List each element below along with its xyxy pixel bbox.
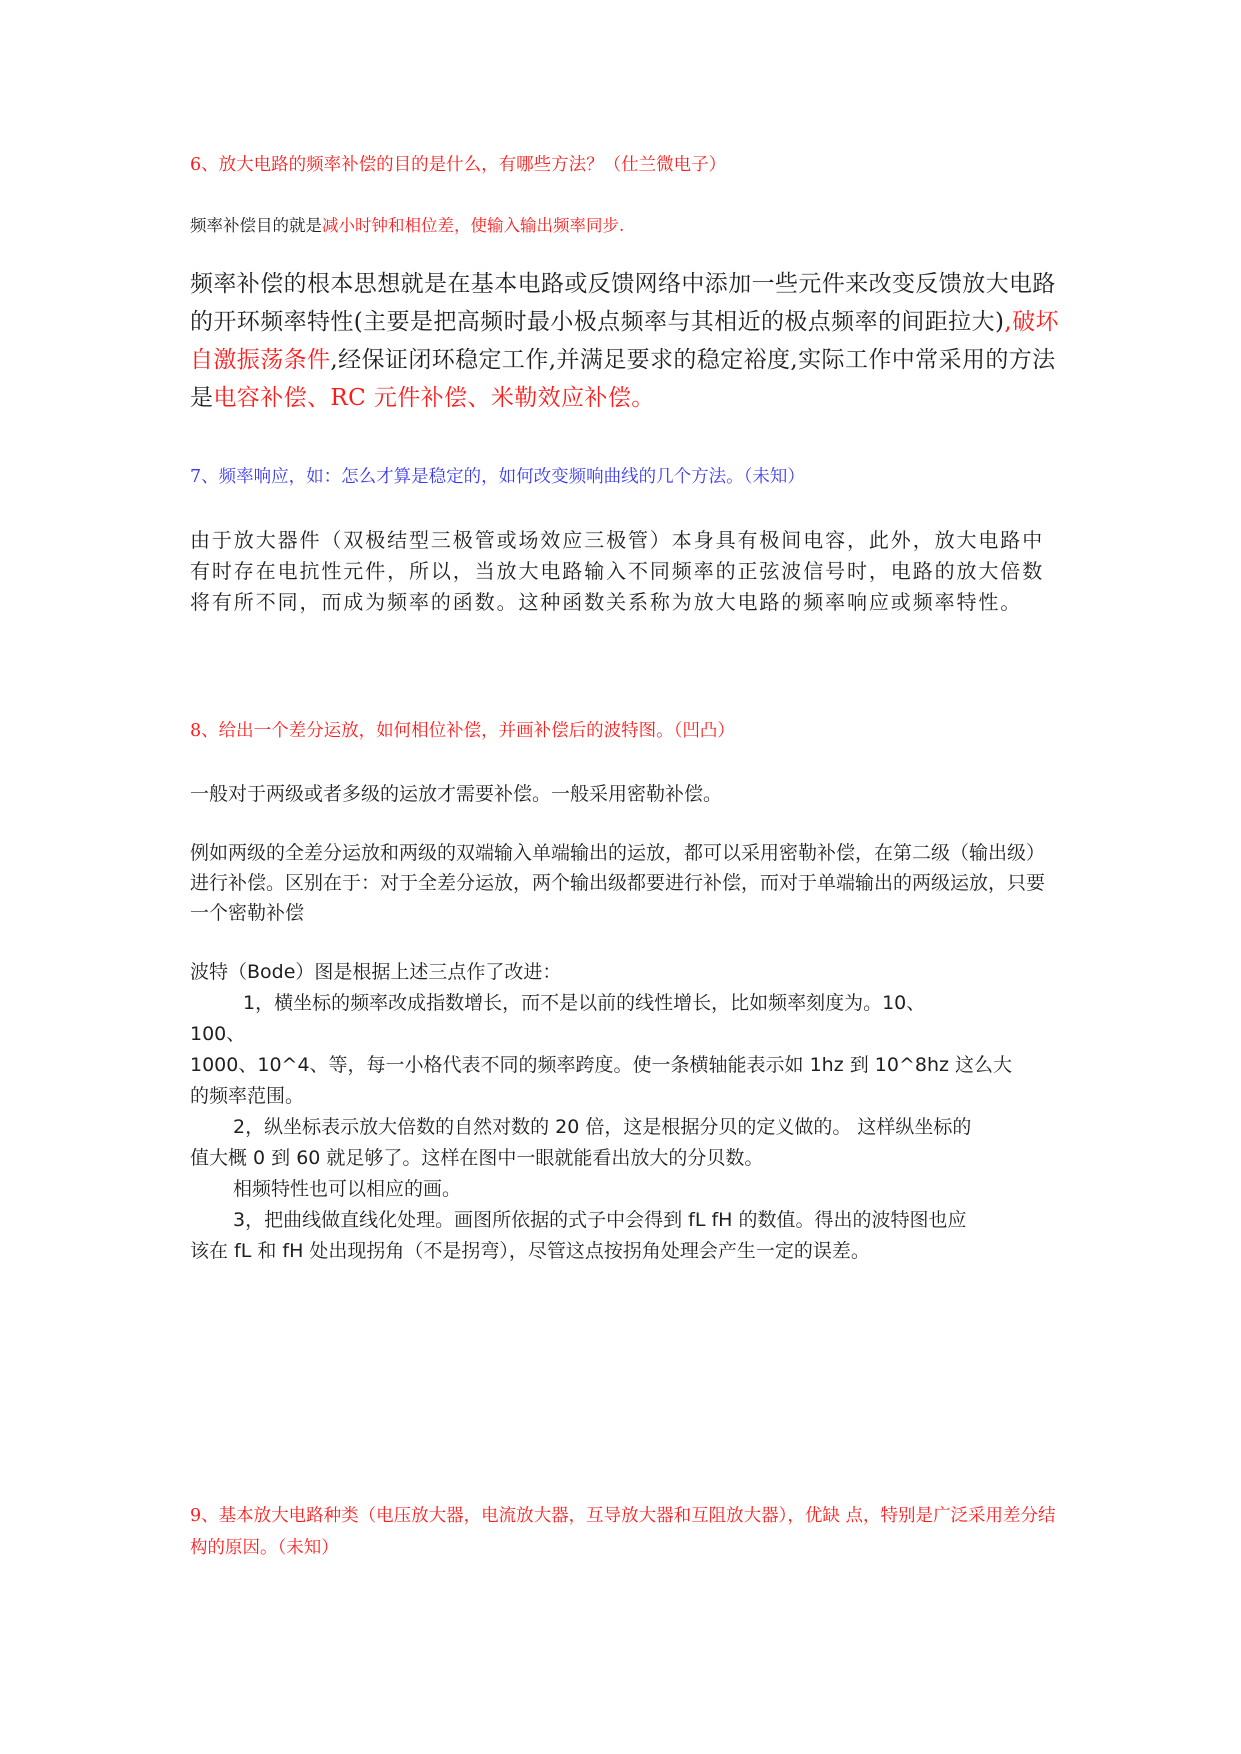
bode-line: 该在 fL 和 fH 处出现拐角（不是拐弯），尽管这点按拐角处理会产生一定的误差。 — [190, 1240, 870, 1262]
question-9-title: 9、基本放大电路种类（电压放大器，电流放大器，互导放大器和互阻放大器），优缺 点，特别是广泛采用差分结构的原因。（未知） — [190, 1506, 1056, 1558]
explanation-text-2: ,经保证闭环稳定工作,并满足要求的稳定裕度,实际工作中常采用的方法是 — [190, 347, 1056, 411]
bode-line: 的频率范围。 — [190, 1085, 305, 1107]
bode-line: 3，把曲线做直线化处理。画图所依据的式子中会得到 fL fH 的数值。得出的波特图也应 — [233, 1209, 967, 1231]
bode-line: 相频特性也可以相应的画。 — [233, 1178, 462, 1200]
bode-line: 100、 — [190, 1023, 246, 1045]
question-7-title: 7、频率响应，如：怎么才算是稳定的，如何改变频响曲线的几个方法。（未知） — [190, 467, 805, 487]
bode-line: 值大概 0 到 60 就足够了。这样在图中一眼就能看出放大的分贝数。 — [190, 1147, 764, 1169]
answer-prefix: 频率补偿目的就是 — [190, 216, 322, 235]
bode-line: 2，纵坐标表示放大倍数的自然对数的 20 倍，这是根据分贝的定义做的。 这样纵坐标的 — [233, 1116, 972, 1138]
question-8-paragraph-2: 例如两级的全差分运放和两级的双端输入单端输出的运放，都可以采用密勒补偿，在第二级（输出级）进行补偿。区别在于：对于全差分运放，两个输出级都要进行补偿，而对于单端输出的两级运放，只要一个密勒补偿 — [190, 842, 1046, 924]
question-6-answer — [190, 213, 1060, 239]
bode-plot-explanation — [190, 957, 1060, 1267]
bode-line: 1000、10^4、等，每一小格代表不同的频率跨度。使一条横轴能表示如 1hz 到 10^8hz 这么大 — [190, 1054, 1013, 1076]
question-8-title: 8、给出一个差分运放，如何相位补偿，并画补偿后的波特图。（凹凸） — [190, 721, 735, 741]
explanation-text-1: 频率补偿的根本思想就是在基本电路或反馈网络中添加一些元件来改变反馈放大电路的开环频率特性(主要是把高频时最小极点频率与其相近的极点频率的间距拉大) — [190, 271, 1056, 335]
question-6-explanation — [190, 265, 1060, 417]
question-7-answer: 由于放大器件（双极结型三极管或场效应三极管）本身具有极间电容，此外，放大电路中有时存在电抗性元件，所以，当放大电路输入不同频率的正弦波信号时，电路的放大倍数将有所不同，而成为频率的函数。这种函数关系称为放大电路的频率响应或频率特性。 — [190, 528, 1045, 614]
question-6-title: 6、放大电路的频率补偿的目的是什么，有哪些方法？（仕兰微电子） — [190, 155, 727, 175]
question-8-paragraph-1: 一般对于两级或者多级的运放才需要补偿。一般采用密勒补偿。 — [190, 783, 723, 805]
bode-line: 1，横坐标的频率改成指数增长，而不是以前的线性增长，比如频率刻度为。10、 — [243, 992, 926, 1014]
explanation-highlight-1: ,破坏自激振荡条件 — [190, 309, 1059, 373]
answer-highlight: 减小时钟和相位差，使输入输出频率同步. — [322, 216, 625, 235]
bode-line: 波特（Bode）图是根据上述三点作了改进： — [190, 961, 562, 983]
explanation-highlight-2: 电容补偿、RC 元件补偿、米勒效应补偿。 — [213, 385, 655, 411]
